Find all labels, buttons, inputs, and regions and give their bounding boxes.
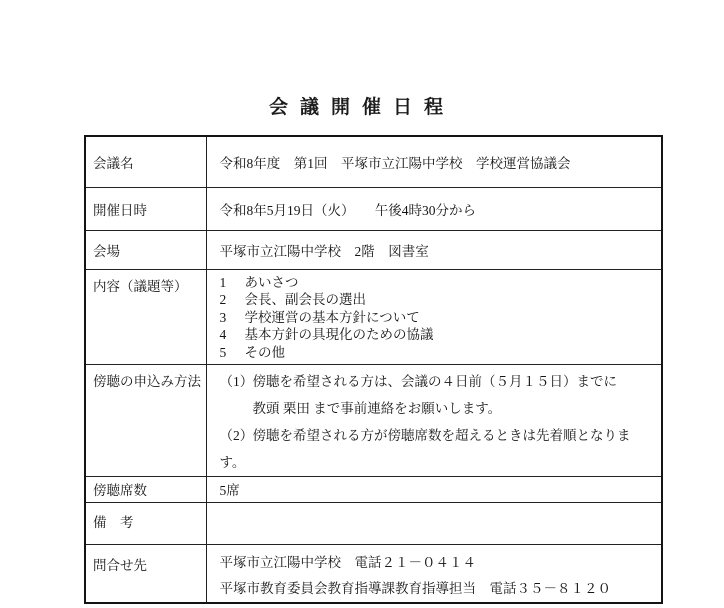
agenda-item-number: 4: [219, 327, 227, 343]
agenda-item: [220, 309, 656, 327]
application-item-text: 傍聴を希望される方が傍聴席数を超えるときは先着順となります。: [219, 427, 631, 470]
remarks-value: [206, 502, 662, 544]
agenda-list: [206, 269, 662, 364]
agenda-item: [220, 291, 656, 309]
agenda-item: [220, 274, 656, 292]
agenda-item-text: あいさつ: [244, 274, 299, 290]
agenda-label: 内容（議題等）: [85, 269, 206, 364]
row-seats: [85, 476, 662, 502]
agenda-item-text: その他: [244, 344, 285, 360]
agenda-item-number: 3: [219, 309, 227, 325]
agenda-item: [220, 344, 656, 362]
row-agenda: [85, 269, 662, 364]
contact-line-school: 平塚市立江陽中学校 電話２１－０４１４: [219, 554, 476, 570]
agenda-item-number: 2: [219, 292, 227, 308]
agenda-item: [220, 326, 656, 344]
row-remarks: [85, 502, 662, 544]
datetime-label: 開催日時: [85, 187, 206, 230]
row-venue: [85, 230, 662, 269]
document-title: 会議開催日程: [268, 97, 455, 118]
row-meeting-name: [85, 136, 662, 187]
contact-line-board: 平塚市教育委員会教育指導課教育指導担当 電話３５－８１２０: [219, 580, 611, 596]
row-contact: [85, 544, 662, 603]
seats-label: 傍聴席数: [85, 476, 206, 502]
meeting-schedule-table: [84, 135, 663, 604]
application-line-continuation: 教頭 栗田 まで事前連絡をお願いします。: [252, 400, 502, 416]
agenda-item-text: 基本方針の具現化のための協議: [244, 327, 434, 343]
agenda-item-number: 1: [219, 274, 227, 290]
meeting-name-value: 令和8年度 第1回 平塚市立江陽中学校 学校運営協議会: [206, 136, 662, 187]
application-item-text: 傍聴を希望される方は、会議の４日前（５月１５日）までに: [252, 373, 617, 389]
seats-value: 5席: [206, 476, 662, 502]
agenda-item-number: 5: [219, 344, 227, 360]
agenda-item-text: 学校運営の基本方針について: [244, 309, 420, 325]
contact-label: 問合せ先: [85, 544, 206, 603]
agenda-item-text: 会長、副会長の選出: [244, 292, 366, 308]
venue-label: 会場: [85, 230, 206, 269]
application-item-marker: （2）: [219, 427, 254, 443]
row-application-method: [85, 364, 662, 476]
venue-value: 平塚市立江陽中学校 2階 図書室: [206, 230, 662, 269]
remarks-label: 備 考: [85, 502, 206, 544]
datetime-value: 令和8年5月19日（火） 午後4時30分から: [206, 187, 662, 230]
application-line: [220, 422, 656, 476]
application-method-label: 傍聴の申込み方法: [85, 364, 206, 476]
contact-info: [206, 544, 662, 603]
application-line: [220, 368, 656, 395]
application-method-text: [206, 364, 662, 476]
application-item-marker: （1）: [219, 373, 254, 389]
meeting-name-label: 会議名: [85, 136, 206, 187]
row-datetime: [85, 187, 662, 230]
